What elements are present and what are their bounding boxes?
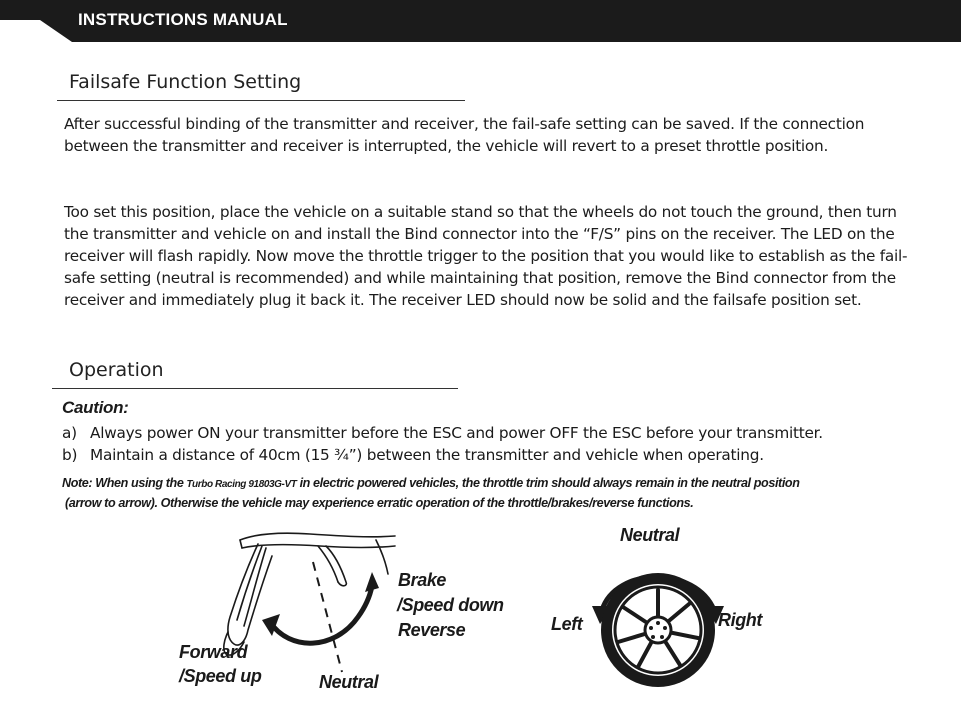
operation-note [62, 474, 942, 512]
failsafe-title-rule [57, 100, 465, 101]
wheel-left-label: Left [551, 614, 583, 634]
failsafe-paragraph-1: After successful binding of the transmitter and receiver, the fail-safe setting can be saved. If the connection between the transmitter and receiver is interrupted, the vehicle will revert to a preset throttle position. [64, 115, 865, 155]
wheel-neutral-label: Neutral [620, 525, 680, 545]
list-item-text: Maintain a distance of 40cm (15 ¾”) between the transmitter and vehicle when operating. [90, 446, 764, 464]
list-marker: b) [62, 446, 78, 464]
list-marker: a) [62, 424, 77, 442]
header-title: INSTRUCTIONS MANUAL [78, 10, 288, 29]
throttle-speed-up-label: /Speed up [179, 666, 262, 686]
failsafe-section-title: Failsafe Function Setting [69, 71, 302, 93]
throttle-brake-label: Brake [398, 570, 447, 590]
list-item [62, 422, 823, 444]
operation-section-title: Operation [69, 359, 164, 381]
throttle-speed-down-label: /Speed down [397, 595, 504, 615]
note-suffix: in electric powered vehicles, the throttle trim should always remain in the neutral position [296, 476, 800, 490]
list-item [62, 444, 823, 466]
note-prefix: Note: When using the [62, 476, 187, 490]
throttle-neutral-label: Neutral [319, 672, 379, 692]
list-item-text: Always power ON your transmitter before the ESC and power OFF the ESC before your transmitter. [90, 424, 823, 442]
caution-label: Caution: [62, 398, 129, 417]
wheel-right-label: Right [718, 610, 762, 630]
throttle-forward-label: Forward [179, 642, 248, 662]
note-line-1 [62, 474, 942, 494]
steering-wheel-illustration [576, 544, 736, 704]
failsafe-paragraph-2: Too set this position, place the vehicle on a suitable stand so that the wheels do not touch the ground, then turn the transmitter and vehicle on and install the Bind connector into the “F/S” pins on the receiver. The LED on the receiver will flash rapidly. Now move the throttle trigger to the position that you would like to establish as the fail-safe setting (neutral is recommended) and while maintaining that position, remove the Bind connector from the receiver and immediately plug it back it. The receiver LED should now be solid and the failsafe position set. [64, 203, 908, 309]
throttle-reverse-label: Reverse [398, 620, 466, 640]
note-model: Turbo Racing 91803G-VT [186, 479, 297, 490]
header-bar [0, 0, 961, 42]
operation-title-rule [52, 388, 458, 389]
note-line-2: (arrow to arrow). Otherwise the vehicle may experience erratic operation of the throttle/brakes/reverse functions. [65, 496, 694, 510]
caution-list [62, 422, 823, 466]
